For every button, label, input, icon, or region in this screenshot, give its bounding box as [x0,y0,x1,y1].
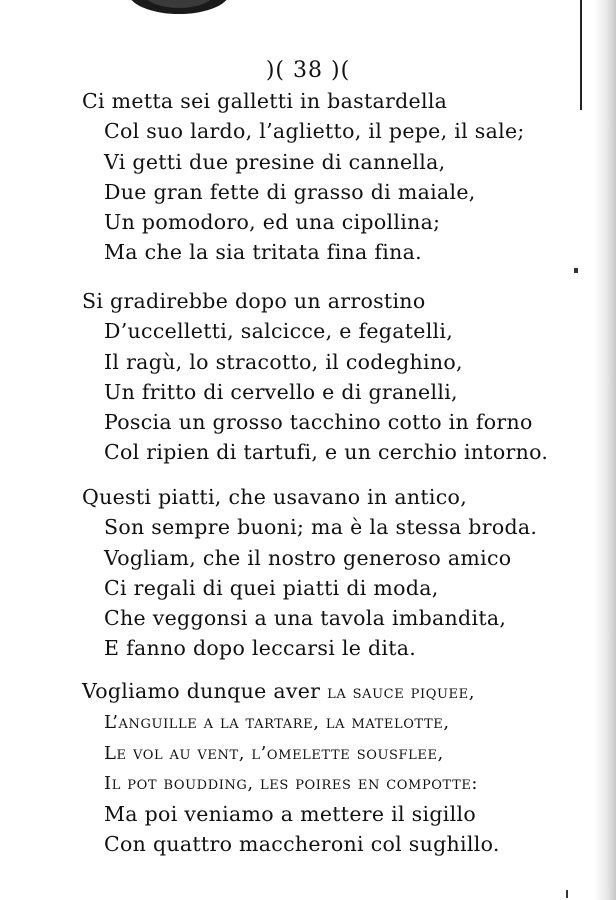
stanza-4 [0,676,580,860]
verse-line: Ma che la sia tritata fina fina. [104,240,422,265]
verse-line: E fanno dopo leccarsi le dita. [104,636,417,661]
verse-line: Due gran fette di grasso di maiale, [104,179,476,204]
stanza-2 [0,286,580,468]
verse-line: Son sempre buoni; ma è la stessa broda. [104,515,538,540]
verse-line: Vogliam, che il nostro generoso amico [104,545,512,570]
verse-line [0,676,580,708]
verse-line: Poscia un grosso tacchino cotto in forno [104,410,533,435]
verse-line: Un fritto di cervello e di granelli, [104,379,458,404]
stanza-1 [0,86,580,268]
dish-name-caps: la sauce piquee, [327,682,476,703]
verse-line: Ci regali di quei piatti di moda, [104,575,439,600]
page-number: )( 38 )( [265,58,351,83]
verse-line: Col ripien di tartufi, e un cerchio intorno. [104,440,549,465]
verse-line: Con quattro maccheroni col sughillo. [104,832,500,857]
page-edge-shadow [594,0,616,900]
verse-line: Il ragù, lo stracotto, il codeghino, [104,349,463,374]
dish-name-caps: Il pot boudding, les poires en compotte: [104,772,479,794]
page-edge-line [580,0,582,110]
verse-line: Ci metta sei galletti in bastardella [82,89,448,113]
page-speck [566,890,568,898]
stanza-3 [0,482,580,664]
verse-line: Un pomodoro, ed una cipollina; [104,210,441,235]
verse-line: Ma poi veniamo a mettere il sigillo [104,802,476,827]
verse-line: D’uccelletti, salcicce, e fegatelli, [104,319,454,344]
verse-line: Si gradirebbe dopo un arrostino [82,289,426,313]
page-speck [574,268,578,273]
dish-name-caps: L’anguille a la tartare, la matelotte, [104,712,450,734]
verse-line: Questi piatti, che usavano in antico, [82,485,468,509]
dish-name-caps: Le vol au vent, l’omelette sousflee, [104,742,444,764]
verse-line: Che veggonsi a una tavola imbandita, [104,606,507,631]
verse-line: Col suo lardo, l’aglietto, il pepe, il sale; [104,119,525,144]
verse-lead-text: Vogliamo dunque aver [82,679,321,703]
verse-line: Vi getti due presine di cannella, [104,149,446,174]
